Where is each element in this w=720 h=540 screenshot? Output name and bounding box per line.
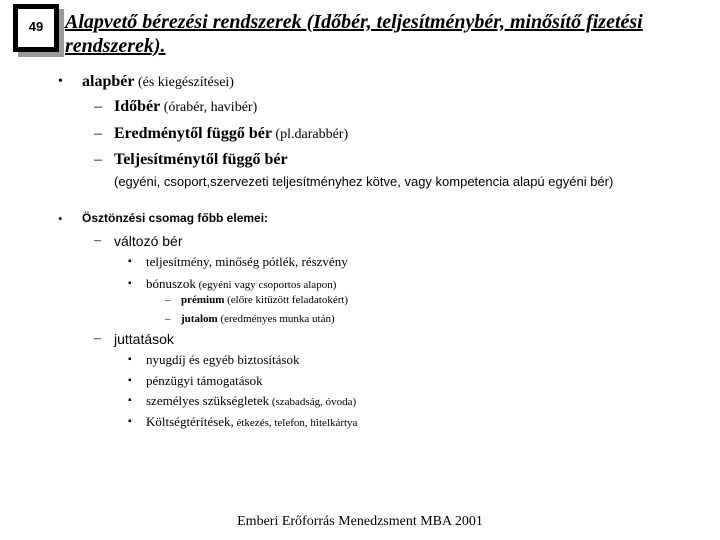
square-marker: ▪: [128, 416, 132, 427]
list-item-jutt-4: Költségtérítések, étkezés, telefon, hitelkártya: [146, 414, 358, 429]
square-marker: ▪: [128, 395, 132, 406]
list-item-valtozo: változó bér: [114, 233, 183, 249]
dash-marker: –: [94, 151, 102, 168]
square-marker: ▪: [128, 354, 132, 365]
dash-marker: –: [165, 313, 171, 325]
list-item-jutt-3: személyes szükségletek (szabadság, óvoda): [146, 393, 357, 408]
dash-marker: –: [94, 233, 101, 248]
bullet-marker: •: [58, 74, 63, 89]
slide-number: 49: [28, 19, 44, 34]
dash-marker: –: [165, 294, 171, 306]
square-marker: ▪: [128, 256, 132, 267]
list-item-idober: Időbér (órabér, havibér): [114, 98, 258, 115]
teljesitmeny-note: (egyéni, csoport,szervezeti teljesítményhez kötve, vagy kompetencia alapú egyéni bér): [114, 174, 614, 189]
bullet-marker: •: [58, 211, 63, 226]
dash-marker: –: [94, 125, 102, 142]
list-item-bonusz: bónuszok (egyéni vagy csoportos alapon): [146, 276, 337, 291]
list-item-valtozo-1: teljesítmény, minőség pótlék, részvény: [146, 254, 348, 269]
dash-marker: –: [94, 331, 101, 346]
square-marker: ▪: [128, 278, 132, 289]
slide-title: Alapvető bérezési rendszerek (Időbér, teljesítménybér, minősítő fizetési rendszerek).: [65, 11, 643, 57]
list-item-eredmeny: Eredménytől függő bér (pl.darabbér): [114, 125, 349, 142]
list-item-jutt-1: nyugdíj és egyéb biztosítások: [146, 352, 300, 367]
list-item-alapber: alapbér (és kiegészítései): [82, 73, 234, 90]
list-item-teljesitmeny: Teljesítménytől függő bér: [114, 151, 288, 168]
square-marker: ▪: [128, 375, 132, 386]
footer-text: Emberi Erőforrás Menedzsment MBA 2001: [237, 514, 483, 529]
dash-marker: –: [94, 98, 102, 115]
list-item-osztonzesi: Ösztönzési csomag főbb elemei:: [82, 211, 269, 225]
list-item-jutt-2: pénzügyi támogatások: [146, 373, 263, 388]
slide-number-badge: [13, 4, 59, 52]
list-item-premium: prémium (előre kitűzött feladatokért): [181, 294, 349, 306]
list-item-jutalom: jutalom (eredményes munka után): [181, 313, 335, 325]
list-item-juttatasok: juttatások: [114, 331, 174, 347]
